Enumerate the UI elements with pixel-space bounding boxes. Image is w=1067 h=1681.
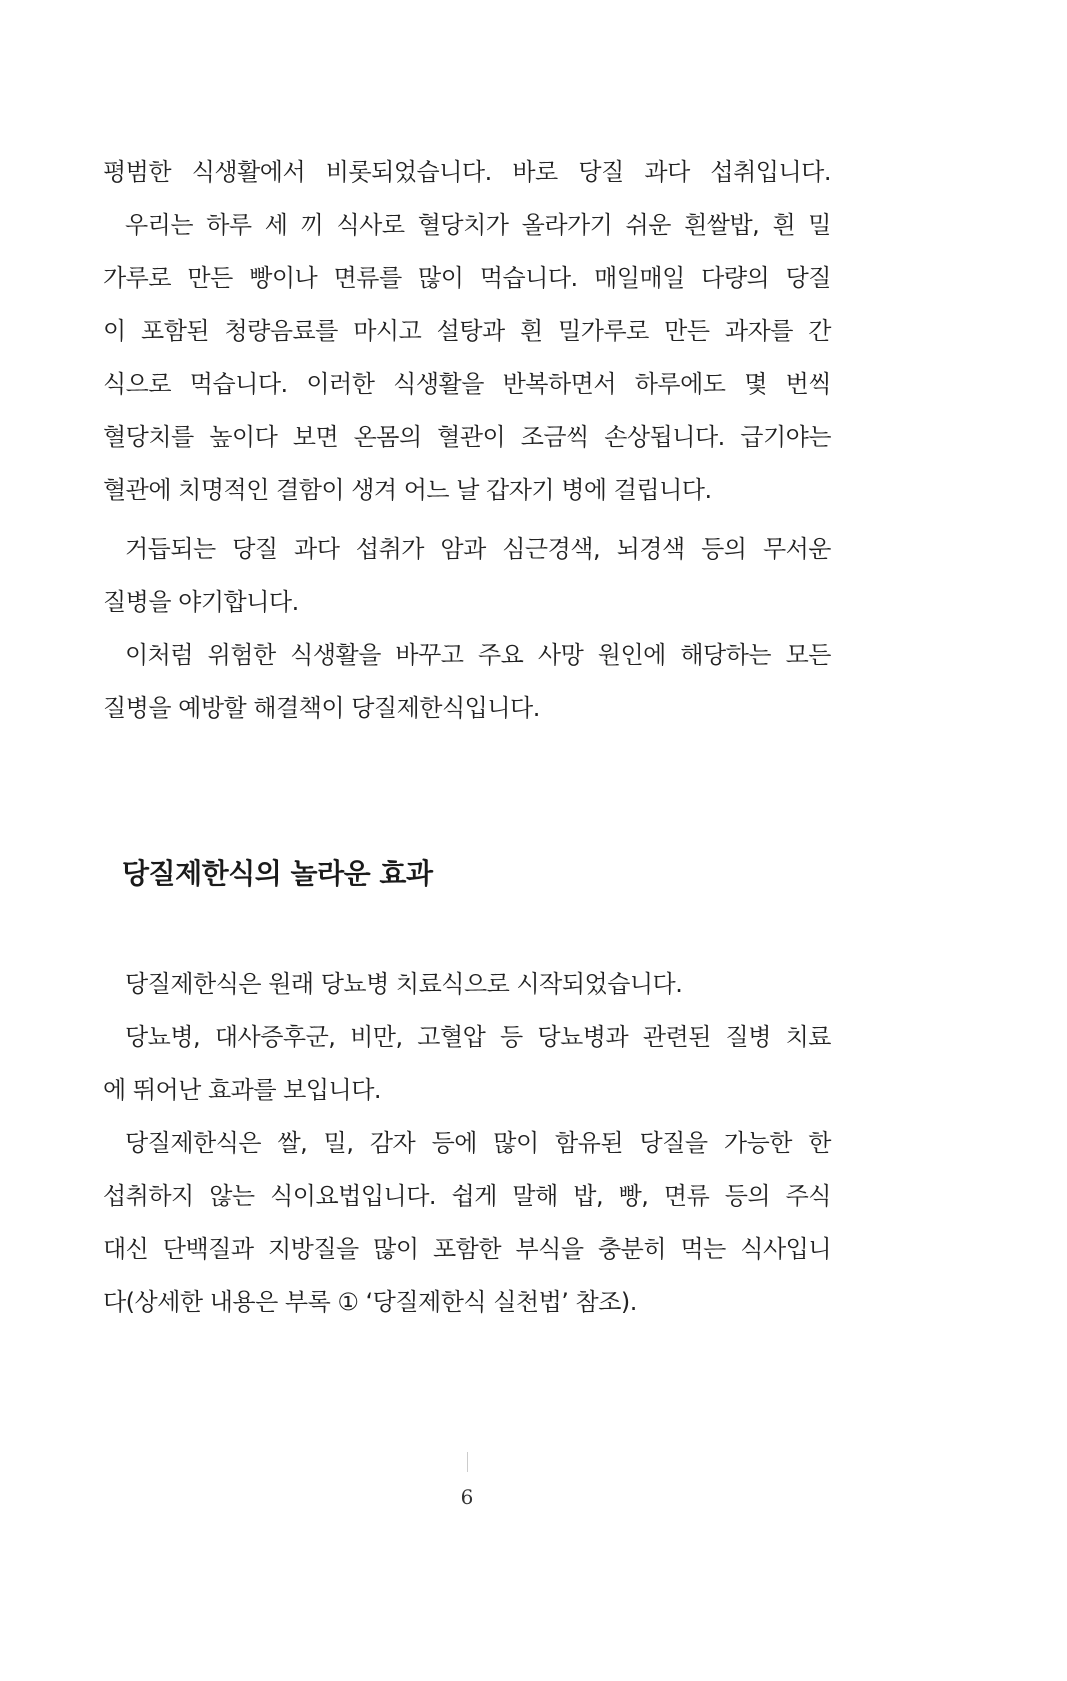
text-line: 평범한 식생활에서 비롯되었습니다. 바로 당질 과다 섭취입니다. [103, 158, 831, 186]
text-line: 다(상세한 내용은 부록 ① ‘당질제한식 실천법’ 참조). [103, 1288, 637, 1316]
text-line: 질병을 예방할 해결책이 당질제한식입니다. [103, 694, 540, 722]
section-heading: 당질제한식의 놀라운 효과 [122, 857, 433, 890]
text-line: 식으로 먹습니다. 이러한 식생활을 반복하면서 하루에도 몇 번씩 [103, 370, 831, 398]
text-line: 에 뛰어난 효과를 보입니다. [103, 1076, 382, 1104]
text-line: 이 포함된 청량음료를 마시고 설탕과 흰 밀가루로 만든 과자를 간 [103, 317, 831, 345]
text-line: 거듭되는 당질 과다 섭취가 암과 심근경색, 뇌경색 등의 무서운 [125, 535, 831, 563]
text-line: 당질제한식은 원래 당뇨병 치료식으로 시작되었습니다. [125, 970, 683, 998]
text-line: 섭취하지 않는 식이요법입니다. 쉽게 말해 밥, 빵, 면류 등의 주식 [103, 1182, 831, 1210]
text-line: 혈당치를 높이다 보면 온몸의 혈관이 조금씩 손상됩니다. 급기야는 [103, 423, 831, 451]
text-line: 가루로 만든 빵이나 면류를 많이 먹습니다. 매일매일 다량의 당질 [103, 264, 831, 292]
text-line: 혈관에 치명적인 결함이 생겨 어느 날 갑자기 병에 걸립니다. [103, 476, 712, 504]
body-text-section-2 [103, 958, 831, 1329]
text-line: 이처럼 위험한 식생활을 바꾸고 주요 사망 원인에 해당하는 모든 [125, 641, 831, 669]
text-line: 질병을 야기합니다. [103, 588, 299, 616]
text-line: 대신 단백질과 지방질을 많이 포함한 부식을 충분히 먹는 식사입니 [103, 1235, 831, 1263]
page-number: 6 [460, 1485, 474, 1509]
body-text-section-1 [103, 146, 831, 735]
text-line: 우리는 하루 세 끼 식사로 혈당치가 올라가기 쉬운 흰쌀밥, 흰 밀 [125, 211, 831, 239]
text-line: 당뇨병, 대사증후군, 비만, 고혈압 등 당뇨병과 관련된 질병 치료 [125, 1023, 831, 1051]
footer-divider [467, 1452, 468, 1472]
text-line: 당질제한식은 쌀, 밀, 감자 등에 많이 함유된 당질을 가능한 한 [125, 1129, 831, 1157]
